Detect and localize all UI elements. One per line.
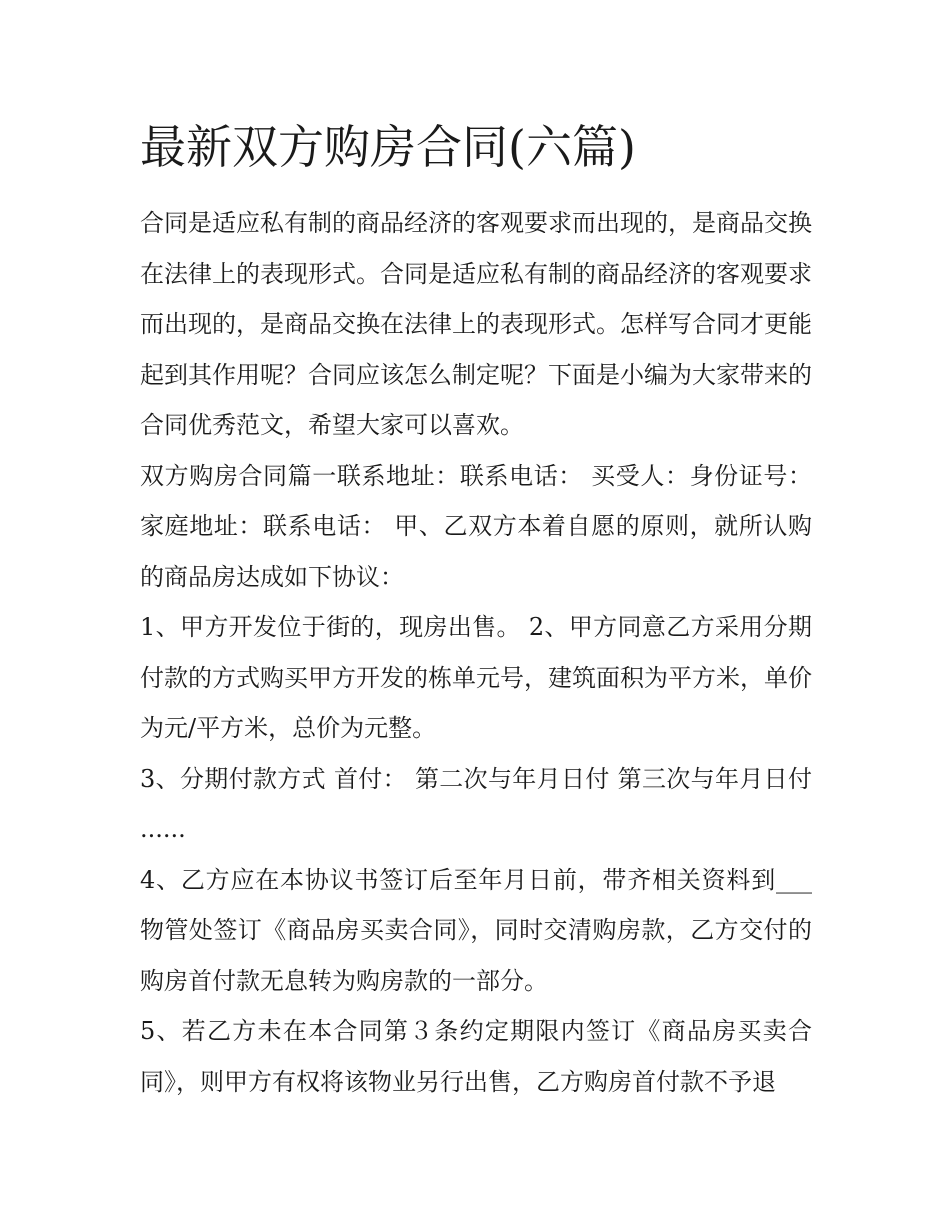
clause-3: 3、分期付款方式 首付： 第二次与年月日付 第三次与年月日付 ...... bbox=[140, 764, 812, 843]
document-title: 最新双方购房合同(六篇) bbox=[140, 120, 636, 174]
clause-1-2: 1、甲方开发位于街的，现房出售。 2、甲方同意乙方采用分期付款的方式购买甲方开发的栋单元号，建筑面积为平方米，单价为元/平方米，总价为元整。 bbox=[140, 613, 812, 742]
clause-5: 5、若乙方未在本合同第３条约定期限内签订《商品房买卖合同》，则甲方有权将该物业另行出售，乙方购房首付款不予退 bbox=[140, 1017, 812, 1096]
document-body bbox=[140, 198, 812, 1107]
clause-4: 4、乙方应在本协议书签订后至年月日前，带齐相关资料到___物管处签订《商品房买卖合同》，同时交清购房款，乙方交付的购房首付款无息转为购房款的一部分。 bbox=[140, 865, 812, 995]
paragraph-intro: 合同是适应私有制的商品经济的客观要求而出现的，是商品交换在法律上的表现形式。合同是适应私有制的商品经济的客观要求而出现的，是商品交换在法律上的表现形式。怎样写合同才更能起到其作用呢？合同应该怎么制定呢？下面是小编为大家带来的合同优秀范文，希望大家可以喜欢。 bbox=[140, 209, 812, 439]
paragraph-parties: 双方购房合同篇一联系地址：联系电话： 买受人：身份证号： 家庭地址：联系电话： 甲、乙双方本着自愿的原则，就所认购的商品房达成如下协议： bbox=[140, 461, 812, 591]
